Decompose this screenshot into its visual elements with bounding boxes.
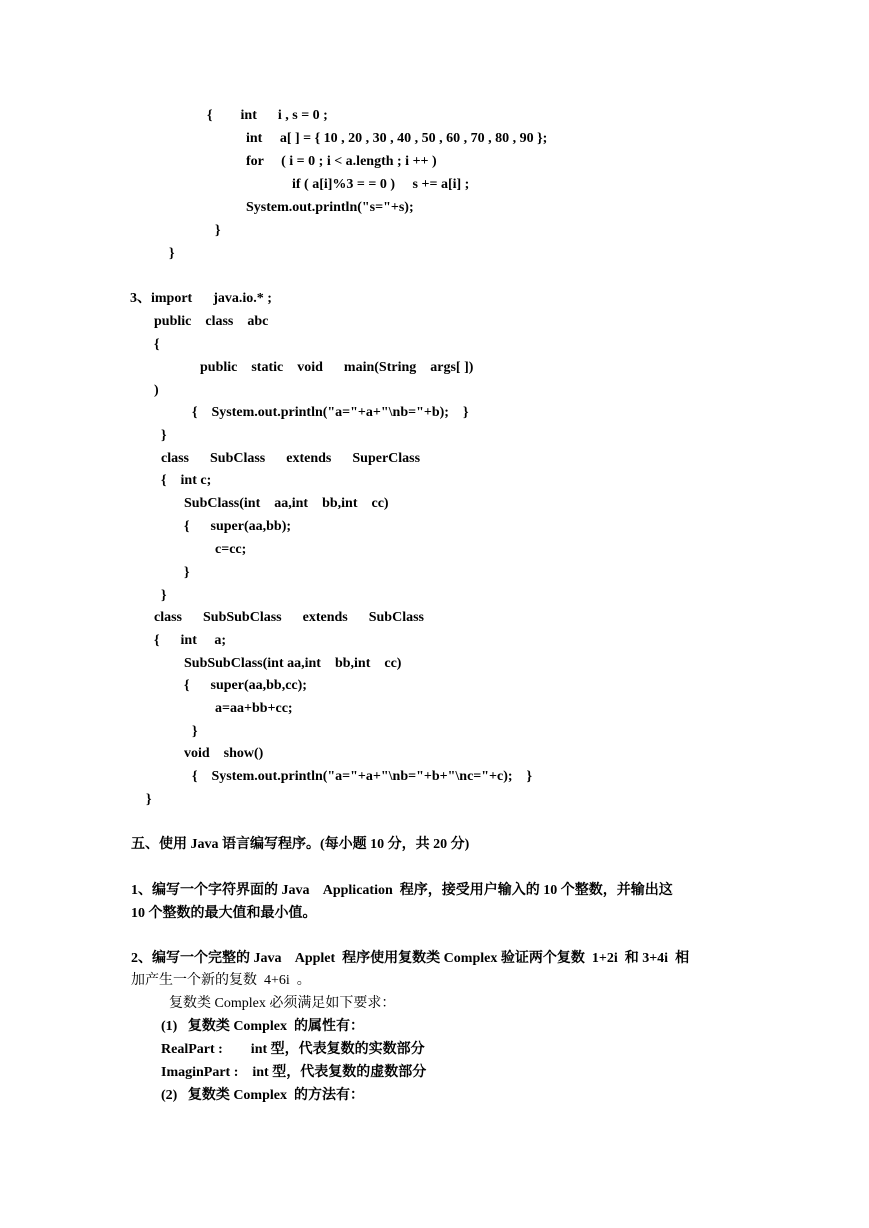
code-line: public class abc: [154, 314, 269, 329]
code-line: for ( i = 0 ; i < a.length ; i ++ ): [246, 154, 437, 169]
code-line: c=cc;: [215, 542, 247, 557]
question-2-field: RealPart : int 型，代表复数的实数部分: [161, 1042, 425, 1057]
code-line: { super(aa,bb);: [184, 519, 292, 534]
code-line: { System.out.println("a="+a+"\nb="+b); }: [192, 405, 469, 420]
question-1-text: 10 个整数的最大值和最小值。: [131, 906, 317, 921]
code-line: SubClass(int aa,int bb,int cc): [184, 496, 389, 511]
code-line: }: [161, 588, 167, 603]
code-line: }: [146, 792, 152, 807]
code-line: }: [184, 565, 190, 580]
code-line: class SubClass extends SuperClass: [161, 451, 421, 466]
code-line: { int i , s = 0 ;: [207, 108, 328, 123]
code-line: { int a;: [154, 633, 227, 648]
code-line: {: [154, 337, 160, 352]
question-2-item: (1) 复数类 Complex 的属性有：: [161, 1019, 364, 1034]
section-heading: 五、使用 Java 语言编写程序。(每小题 10 分，共 20 分): [131, 837, 470, 852]
code-line: System.out.println("s="+s);: [246, 200, 414, 215]
question-1-text: 1、编写一个字符界面的 Java Application 程序，接受用户输入的 10 个整数，并输出这: [131, 883, 673, 898]
code-line: { super(aa,bb,cc);: [184, 678, 307, 693]
question-2-field: ImaginPart : int 型，代表复数的虚数部分: [161, 1065, 427, 1080]
code-line: class SubSubClass extends SubClass: [154, 610, 424, 625]
code-line: SubSubClass(int aa,int bb,int cc): [184, 656, 402, 671]
code-line: { System.out.println("a="+a+"\nb="+b+"\nc="+c); }: [192, 769, 533, 784]
code-line: int a[ ] = { 10 , 20 , 30 , 40 , 50 , 60 , 70 , 80 , 90 };: [246, 131, 548, 146]
question-2-text: 加产生一个新的复数 4+6i 。: [131, 973, 311, 988]
code-line: }: [192, 724, 198, 739]
code-line: }: [161, 428, 167, 443]
code-line: { int c;: [161, 473, 212, 488]
question-2-item: (2) 复数类 Complex 的方法有：: [161, 1088, 364, 1103]
question-3-header: 3、import java.io.* ;: [130, 291, 272, 306]
code-line: a=aa+bb+cc;: [215, 701, 293, 716]
code-line: ): [154, 383, 159, 398]
code-line: }: [215, 223, 221, 238]
question-2-requirement: 复数类 Complex 必须满足如下要求：: [169, 996, 396, 1011]
code-line: }: [169, 246, 175, 261]
question-2-text: 2、编写一个完整的 Java Applet 程序使用复数类 Complex 验证两个复数 1+2i 和 3+4i 相: [131, 951, 690, 966]
code-line: public static void main(String args[ ]): [200, 360, 474, 375]
code-line: void show(): [184, 746, 264, 761]
code-line: if ( a[i]%3 = = 0 ) s += a[i] ;: [292, 177, 470, 192]
